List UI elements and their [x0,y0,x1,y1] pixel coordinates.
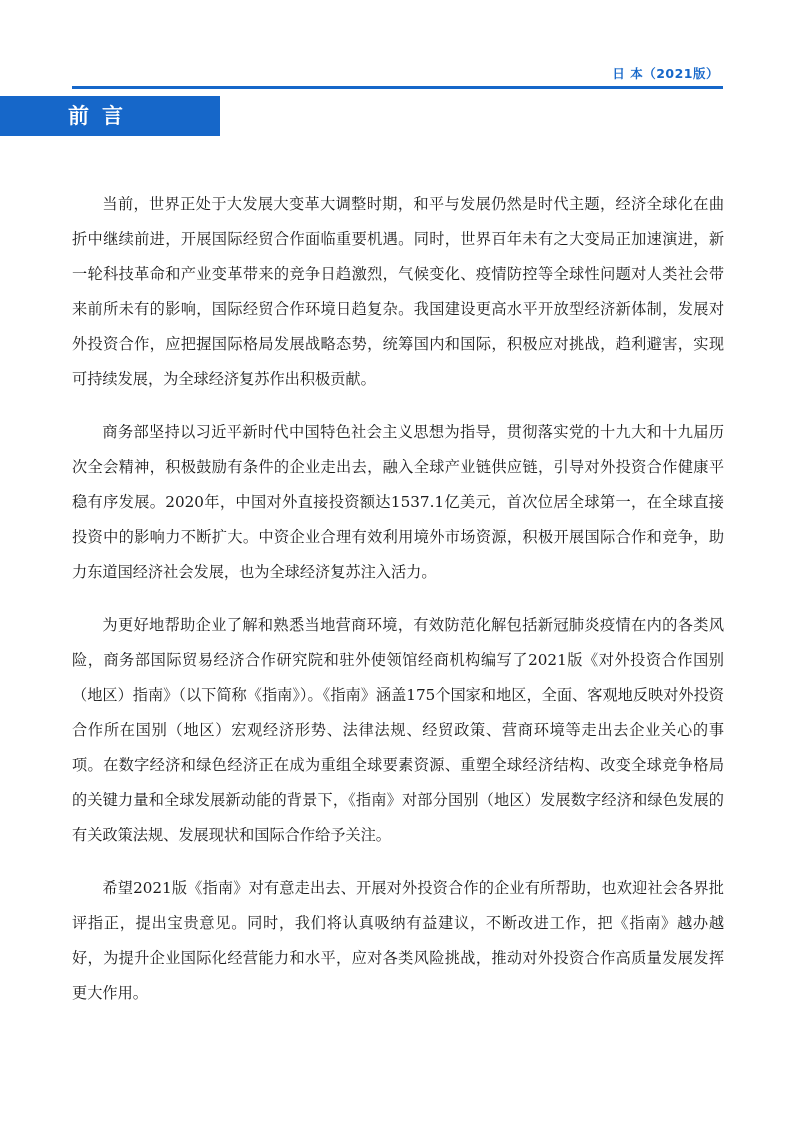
paragraph: 商务部坚持以习近平新时代中国特色社会主义思想为指导，贯彻落实党的十九大和十九届历次全会精神，积极鼓励有条件的企业走出去，融入全球产业链供应链，引导对外投资合作健康平稳有序发展。2020年，中国对外直接投资额达1537.1亿美元，首次位居全球第一，在全球直接投资中的影响力不断扩大。中资企业合理有效利用境外市场资源，积极开展国际合作和竞争，助力东道国经济社会发展，也为全球经济复苏注入活力。 [72,423,724,581]
header-divider [72,86,723,89]
paragraph: 当前，世界正处于大发展大变革大调整时期，和平与发展仍然是时代主题，经济全球化在曲折中继续前进，开展国际经贸合作面临重要机遇。同时，世界百年未有之大变局正加速演进，新一轮科技革命和产业变革带来的竞争日趋激烈，气候变化、疫情防控等全球性问题对人类社会带来前所未有的影响，国际经贸合作环境日趋复杂。我国建设更高水平开放型经济新体制，发展对外投资合作，应把握国际格局发展战略态势，统筹国内和国际，积极应对挑战，趋利避害，实现可持续发展，为全球经济复苏作出积极贡献。 [72,195,724,388]
section-title-bar [0,96,220,136]
preface-body [72,187,724,1029]
running-header: 日 本（2021版） [612,66,719,81]
paragraph: 为更好地帮助企业了解和熟悉当地营商环境，有效防范化解包括新冠肺炎疫情在内的各类风险，商务部国际贸易经济合作研究院和驻外使领馆经商机构编写了2021版《对外投资合作国别（地区）指南》（以下简称《指南》）。《指南》涵盖175个国家和地区，全面、客观地反映对外投资合作所在国别（地区）宏观经济形势、法律法规、经贸政策、营商环境等走出去企业关心的事项。在数字经济和绿色经济正在成为重组全球要素资源、重塑全球经济结构、改变全球竞争格局的关键力量和全球发展新动能的背景下，《指南》对部分国别（地区）发展数字经济和绿色发展的有关政策法规、发展现状和国际合作给予关注。 [72,616,724,844]
page-title: 前言 [68,104,136,128]
paragraph: 希望2021版《指南》对有意走出去、开展对外投资合作的企业有所帮助，也欢迎社会各界批评指正，提出宝贵意见。同时，我们将认真吸纳有益建议，不断改进工作，把《指南》越办越好，为提升企业国际化经营能力和水平，应对各类风险挑战，推动对外投资合作高质量发展发挥更大作用。 [72,879,724,1002]
